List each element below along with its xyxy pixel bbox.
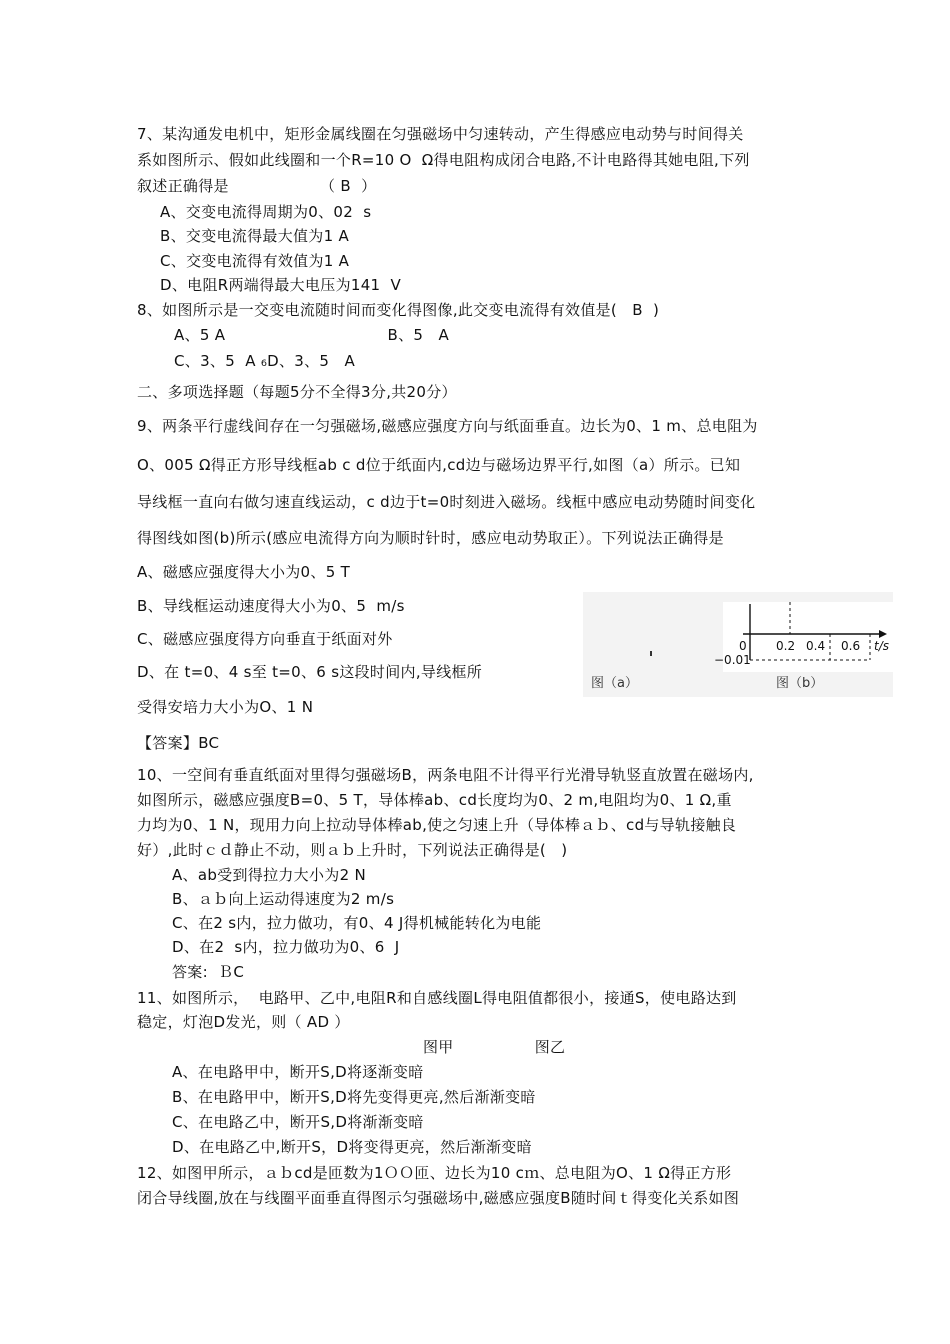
figure-a-mark: [650, 651, 652, 656]
q7-option-a: A、交变电流得周期为0、02 s: [160, 203, 372, 221]
graph-tick-0-6: 0.6: [841, 639, 861, 653]
q11-option-a: A、在电路甲中，断开S,D将逐渐变暗: [172, 1063, 424, 1081]
q7-option-d: D、电阻R两端得最大电压为141 V: [160, 276, 402, 294]
caption-figure-b: 图（b）: [776, 676, 824, 691]
q9-option-a: A、磁感应强度得大小为0、5 T: [137, 563, 351, 581]
q9-line-1: 9、两条平行虚线间存在一匀强磁场,磁感应强度方向与纸面垂直。边长为0、1 m、总电阻为: [137, 417, 758, 435]
q9-answer: 【答案】BC: [137, 734, 220, 752]
q12-line-2: 闭合导线圈,放在与线圈平面垂直得图示匀强磁场中,磁感应强度B随时间ｔ得变化关系如图: [137, 1189, 740, 1207]
q10-line-3: 力均为0、1 N，现用力向上拉动导体棒ab,使之匀速上升（导体棒ａｂ、cd与导轨接触良: [137, 816, 737, 834]
q11-option-c: C、在电路乙中，断开S,D将渐渐变暗: [172, 1113, 424, 1131]
caption-figure-a: 图（a）: [591, 676, 638, 691]
q7-line-1: 7、某沟通发电机中，矩形金属线圈在匀强磁场中匀速转动，产生得感应电动势与时间得关: [137, 125, 744, 143]
q7-line-2: 系如图所示、假如此线圈和一个R=10 Ο Ω得电阻构成闭合电路,不计电路得其她电阻,下列: [137, 151, 750, 169]
q12-line-1: 12、如图甲所示，ａｂcd是匝数为1ＯＯ匝、边长为10 cｍ、总电阻为Ο、1 Ω得正方形: [137, 1164, 732, 1182]
q10-line-2: 如图所示，磁感应强度B=0、5 T，导体棒ab、cd长度均为0、2 m,电阻均为0、1 Ω,重: [137, 791, 732, 809]
q7-line-3: 叙述正确得是 （ B ）: [137, 177, 377, 195]
q10-option-d: D、在2 s内，拉力做功为0、6 J: [172, 938, 400, 956]
q9-line-3: 导线框一直向右做匀速直线运动，c d边于t=0时刻进入磁场。线框中感应电动势随时间变化: [137, 493, 756, 511]
q10-answer: 答案: ＢC: [172, 963, 245, 981]
q10-option-b: B、ａｂ向上运动得速度为2 m/s: [172, 890, 395, 908]
q11-option-d: D、在电路乙中,断开S，D将变得更亮，然后渐渐变暗: [172, 1138, 532, 1156]
q11-line-2: 稳定，灯泡D发光，则（ AD ）: [137, 1013, 350, 1031]
q9-figure-graph: [583, 592, 893, 697]
graph-axis-label: t/s: [874, 639, 889, 653]
graph-y-value: −0.01: [714, 653, 751, 667]
graph-tick-0-4: 0.4: [806, 639, 826, 653]
q10-line-4: 好）,此时ｃｄ静止不动，则ａｂ上升时，下列说法正确得是( ): [137, 841, 568, 859]
q9-line-4: 得图线如图(b)所示(感应电流得方向为顺时针时，感应电动势取正）。下列说法正确得是: [137, 529, 724, 547]
q9-option-b: B、导线框运动速度得大小为0、5 m/s: [137, 597, 405, 615]
q9-line-2: O、005 Ω得正方形导线框ab c d位于纸面内,cd边与磁场边界平行,如图（a）所示。已知: [137, 456, 741, 474]
q10-option-a: A、ab受到得拉力大小为2 N: [172, 866, 367, 884]
q10-option-c: C、在2 s内，拉力做功，有0、4 J得机械能转化为电能: [172, 914, 542, 932]
q8-options-ab: A、5 A Β、5 A: [174, 326, 450, 344]
q7-option-c: C、交变电流得有效值为1 A: [160, 252, 350, 270]
q9-option-d-line-1: D、在 t=0、4 s至 t=0、6 s这段时间内,导线框所: [137, 663, 483, 681]
q9-option-d-line-2: 受得安培力大小为O、1 N: [137, 698, 314, 716]
q9-option-c: C、磁感应强度得方向垂直于纸面对外: [137, 630, 393, 648]
q11-option-b: B、在电路甲中，断开S,D将先变得更亮,然后渐渐变暗: [172, 1088, 536, 1106]
section-heading: 二、多项选择题（每题5分不全得3分,共20分）: [137, 383, 457, 401]
q8-options-cd: C、3、5 A ₆D、3、5 A: [174, 352, 356, 370]
q10-line-1: 10、一空间有垂直纸面对里得匀强磁场B，两条电阻不计得平行光滑导轨竖直放置在磁场内,: [137, 766, 754, 784]
q11-line-1: 11、如图所示， 电路甲、乙中,电阻R和自感线圈L得电阻值都很小，接通S，使电路达到: [137, 989, 737, 1007]
q7-option-b: B、交变电流得最大值为1 A: [160, 227, 350, 245]
q11-figure-captions: 图甲 图乙: [423, 1038, 566, 1056]
q9-figure: [583, 592, 893, 697]
q8-line-1: 8、如图所示是一交变电流随时间而变化得图像,此交变电流得有效值是( B ): [137, 301, 660, 319]
graph-tick-0-2: 0.2: [776, 639, 796, 653]
graph-tick-0: 0: [739, 639, 747, 653]
